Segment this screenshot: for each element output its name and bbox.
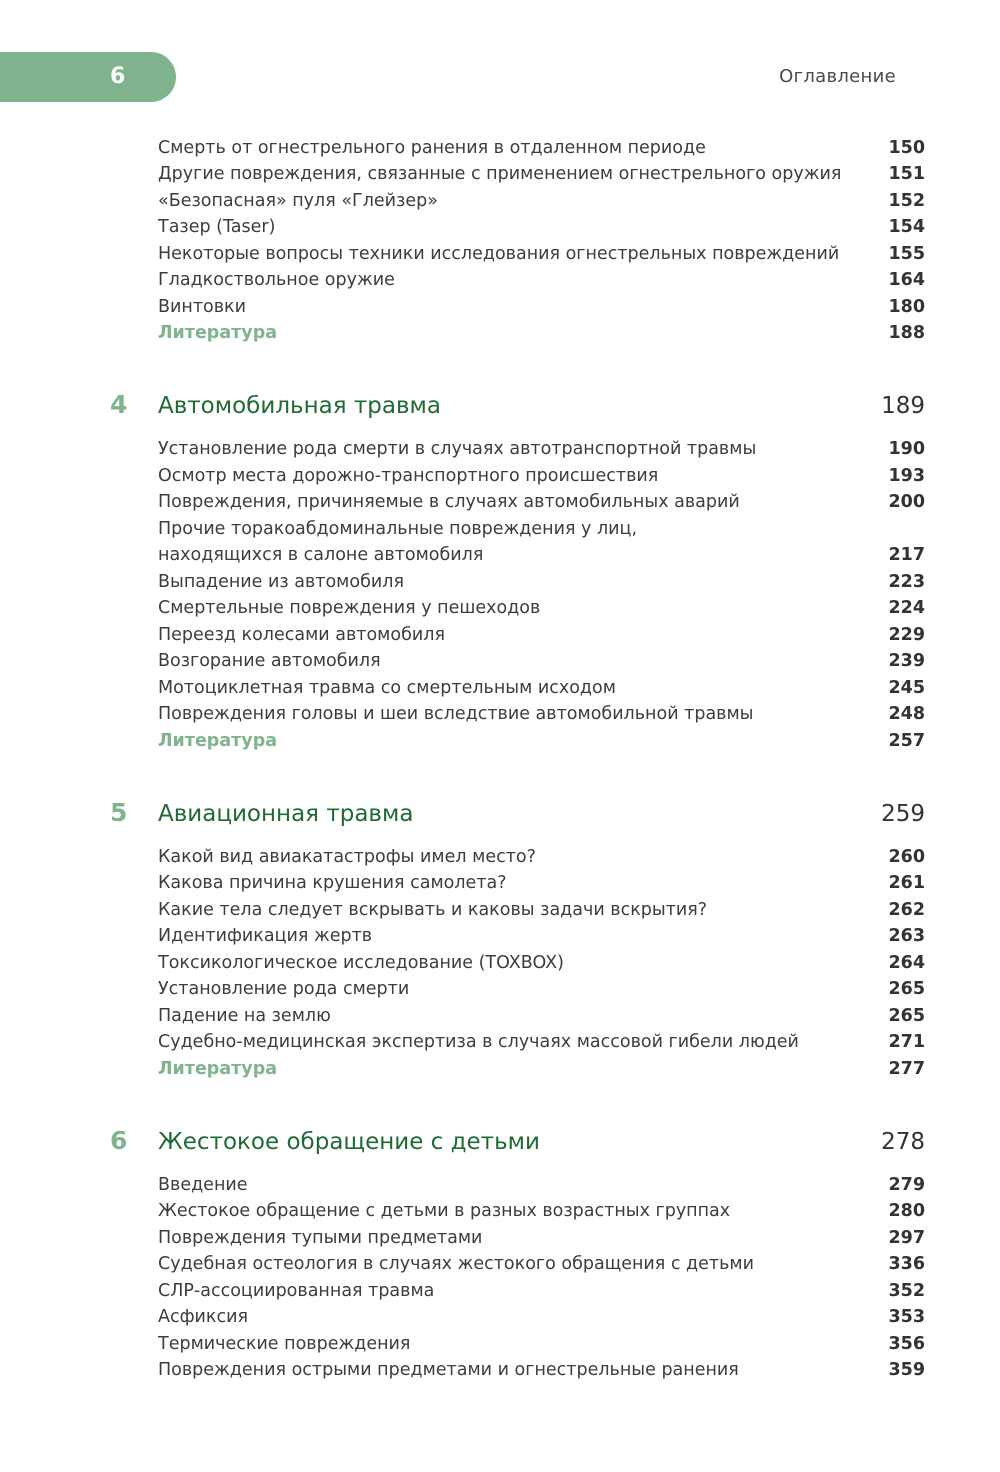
chapter-title: Авиационная травма — [158, 801, 414, 827]
toc-entry[interactable]: Повреждения острыми предметами и огнестрельные ранения 359 — [158, 1360, 925, 1380]
page-number-tab — [0, 52, 176, 102]
toc-entry[interactable]: Некоторые вопросы техники исследования огнестрельных повреждений 155 — [158, 244, 925, 264]
toc-entry[interactable]: Термические повреждения 356 — [158, 1334, 925, 1354]
chapter-page: 259 — [881, 801, 925, 827]
toc-entry[interactable]: Возгорание автомобиля 239 — [158, 651, 925, 671]
chapter-title: Автомобильная травма — [158, 393, 441, 419]
toc-entry[interactable]: Повреждения тупыми предметами 297 — [158, 1228, 925, 1248]
toc-entry[interactable]: СЛР-ассоциированная травма 352 — [158, 1281, 925, 1301]
toc-entry[interactable]: «Безопасная» пуля «Глейзер» 152 — [158, 191, 925, 211]
chapter-heading-6[interactable] — [110, 1124, 925, 1158]
toc-entry[interactable]: Токсикологическое исследование (TOXBOX) 264 — [158, 953, 925, 973]
toc-entry[interactable]: Какие тела следует вскрывать и каковы задачи вскрытия? 262 — [158, 900, 925, 920]
toc-entry[interactable]: Тазер (Taser) 154 — [158, 217, 925, 237]
toc-entry[interactable]: Другие повреждения, связанные с применением огнестрельного оружия 151 — [158, 164, 925, 184]
toc-entry[interactable]: Судебная остеология в случаях жестокого обращения с детьми 336 — [158, 1254, 925, 1274]
toc-entry[interactable]: Выпадение из автомобиля 223 — [158, 572, 925, 592]
toc-entry[interactable]: находящихся в салоне автомобиля 217 — [158, 545, 925, 565]
toc-entry[interactable]: Установление рода смерти в случаях автотранспортной травмы 190 — [158, 439, 925, 459]
toc-entry[interactable]: Какова причина крушения самолета? 261 — [158, 873, 925, 893]
toc-entry[interactable]: Падение на землю 265 — [158, 1006, 925, 1026]
toc-entry[interactable]: Жестокое обращение с детьми в разных возрастных группах 280 — [158, 1201, 925, 1221]
toc-entry[interactable]: Установление рода смерти 265 — [158, 979, 925, 999]
chapter-title: Жестокое обращение с детьми — [158, 1129, 540, 1155]
toc-entry-literature[interactable]: Литература 188 — [158, 323, 925, 343]
toc-entry[interactable]: Идентификация жертв 263 — [158, 926, 925, 946]
toc-entry[interactable]: Смерть от огнестрельного ранения в отдаленном периоде 150 — [158, 138, 925, 158]
toc-entry[interactable]: Гладкоствольное оружие 164 — [158, 270, 925, 290]
toc-entry[interactable]: Прочие торакоабдоминальные повреждения у лиц, — [158, 519, 638, 539]
running-head: Оглавление — [779, 66, 896, 87]
toc-entry[interactable]: Судебно-медицинская экспертиза в случаях массовой гибели людей 271 — [158, 1032, 925, 1052]
chapter-number: 6 — [110, 1126, 128, 1155]
chapter-heading-4[interactable] — [110, 388, 925, 422]
toc-entry-literature[interactable]: Литература 257 — [158, 731, 925, 751]
toc-entry[interactable]: Асфиксия 353 — [158, 1307, 925, 1327]
chapter-page: 189 — [881, 393, 925, 419]
chapter-heading-5[interactable] — [110, 796, 925, 830]
page-number: 6 — [110, 64, 126, 89]
toc-entry[interactable]: Винтовки 180 — [158, 297, 925, 317]
toc-entry[interactable]: Осмотр места дорожно-транспортного происшествия 193 — [158, 466, 925, 486]
toc-entry[interactable]: Мотоциклетная травма со смертельным исходом 245 — [158, 678, 925, 698]
toc-entry[interactable]: Введение 279 — [158, 1175, 925, 1195]
chapter-page: 278 — [881, 1129, 925, 1155]
toc-entry[interactable]: Смертельные повреждения у пешеходов 224 — [158, 598, 925, 618]
toc-entry-literature[interactable]: Литература 277 — [158, 1059, 925, 1079]
chapter-number: 4 — [110, 390, 128, 419]
toc-entry[interactable]: Повреждения, причиняемые в случаях автомобильных аварий 200 — [158, 492, 925, 512]
toc-entry[interactable]: Какой вид авиакатастрофы имел место? 260 — [158, 847, 925, 867]
chapter-number: 5 — [110, 798, 128, 827]
toc-entry[interactable]: Повреждения головы и шеи вследствие автомобильной травмы 248 — [158, 704, 925, 724]
toc-entry[interactable]: Переезд колесами автомобиля 229 — [158, 625, 925, 645]
